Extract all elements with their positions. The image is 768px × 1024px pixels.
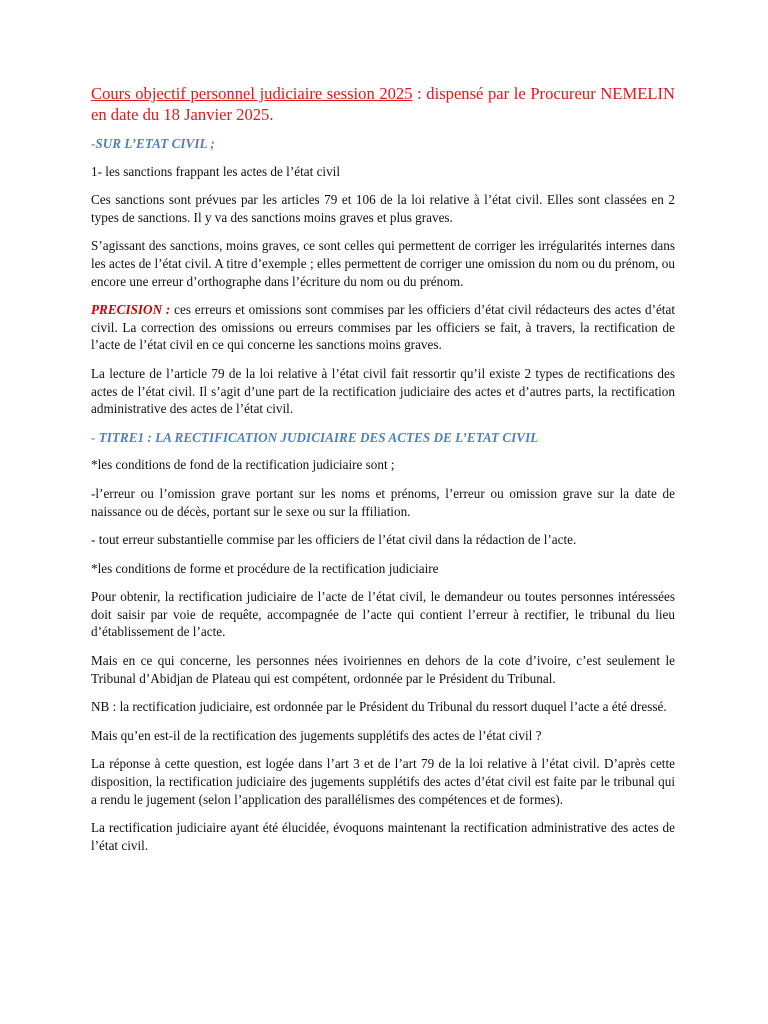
paragraph: Mais en ce qui concerne, les personnes nées ivoiriennes en dehors de la cote d’ivoire, c’est seulement le Tribunal d’Abidjan de Plateau qui est compétent, ordonnée par le Président du Tribunal. bbox=[91, 653, 675, 686]
conditions-forme-heading: *les conditions de forme et procédure de la rectification judiciaire bbox=[91, 560, 439, 576]
precision-paragraph bbox=[91, 301, 675, 354]
conditions-fond-item: - tout erreur substantielle commise par les officiers de l’état civil dans la rédaction de l’acte. bbox=[91, 532, 577, 548]
conditions-fond-item: -l’erreur ou l’omission grave portant sur les noms et prénoms, l’erreur ou omission grave sur la date de naissance ou de décès, portant sur le sexe ou sur la ffiliation. bbox=[91, 485, 675, 519]
paragraph: Ces sanctions sont prévues par les articles 79 et 106 de la loi relative à l’état civil. Elles sont classées en 2 types de sanctions. Il y va des sanctions moins graves et plus graves. bbox=[91, 192, 675, 225]
precision-text: ces erreurs et omissions sont commises par les officiers d’état civil rédacteurs des actes d’état civil. La correction des omissions ou erreurs commises par les officiers se fait, à travers, la rectification de l’acte de l’état civil en ce qui concerne les sanctions moins graves. bbox=[91, 302, 675, 353]
paragraph: La rectification judiciaire ayant été élucidée, évoquons maintenant la rectification administrative des actes de l’état civil. bbox=[91, 820, 675, 853]
document-page bbox=[91, 84, 675, 865]
paragraph: La réponse à cette question, est logée dans l’art 3 et de l’art 79 de la loi relative à l’état civil. D’après cette disposition, la rectification judiciaire des jugements supplétifs des actes d’état civil est faite par le tribunal qui a rendu le jugement (selon l’application des parallélismes des compétences et de formes). bbox=[91, 756, 675, 807]
title-underlined: Cours objectif personnel judiciaire session 2025 bbox=[91, 84, 413, 103]
precision-label: PRECISION : bbox=[91, 302, 171, 318]
paragraph: Pour obtenir, la rectification judiciaire de l’acte de l’état civil, le demandeur ou toutes personnes intéressées doit saisir par voie de requête, accompagnée de l’acte qui contient l’erreur à rectifier, le tribunal du lieu d’établissement de l’acte. bbox=[91, 589, 675, 640]
item-sanctions: 1- les sanctions frappant les actes de l’état civil bbox=[91, 163, 341, 179]
conditions-fond-heading: *les conditions de fond de la rectification judiciaire sont ; bbox=[91, 457, 395, 473]
section-heading-etat-civil: -SUR L’ETAT CIVIL ; bbox=[91, 136, 215, 151]
title-rest: : dispensé par le Procureur NEMELIN en date du 18 Janvier 2025. bbox=[91, 84, 675, 124]
question-paragraph: Mais qu’en est-il de la rectification des jugements supplétifs des actes de l’état civil ? bbox=[91, 727, 542, 743]
paragraph: La lecture de l’article 79 de la loi relative à l’état civil fait ressortir qu’il existe 2 types de rectifications des actes de l’état civil. Il s’agit d’une part de la rectification judiciaire des actes et d’autres parts, la rectification administrative des actes de l’état civil. bbox=[91, 365, 675, 417]
nb-paragraph: NB : la rectification judiciaire, est ordonnée par le Président du Tribunal du ressort duquel l’acte a été dressé. bbox=[91, 699, 667, 715]
section-heading-titre1: - TITRE1 : LA RECTIFICATION JUDICIAIRE DES ACTES DE L’ETAT CIVIL bbox=[91, 429, 539, 445]
document-title bbox=[91, 84, 675, 125]
paragraph: S’agissant des sanctions, moins graves, ce sont celles qui permettent de corriger les irrégularités internes dans les actes de l’état civil. A titre d’exemple ; elles permettent de corriger une omission du nom ou du prénom, ou encore une erreur d’orthographe dans l’écriture du nom ou du prénom. bbox=[91, 238, 675, 289]
